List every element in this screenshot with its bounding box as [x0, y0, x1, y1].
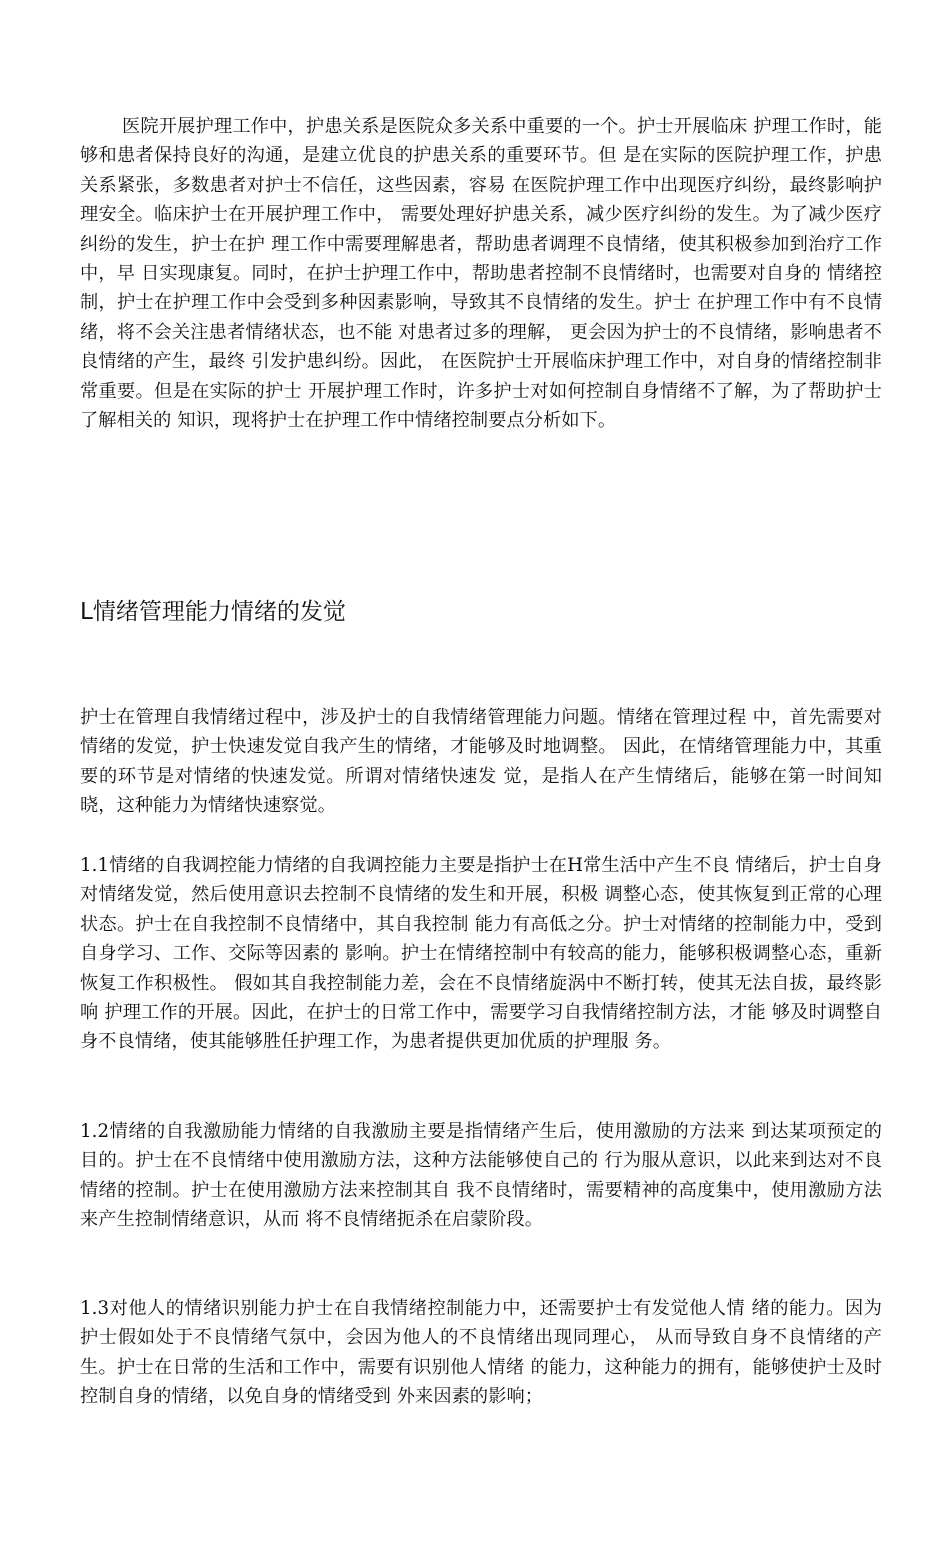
section-heading: L情绪管理能力情绪的发觉: [80, 599, 346, 625]
subsection-1-1-paragraph: 1.1情绪的自我调控能力情绪的自我调控能力主要是指护士在H常生活中产生不良 情绪后，护士自身对情绪发觉，然后使用意识去控制不良情绪的发生和开展，积极 调整心态，使其恢复到正常的心理状态。护士在自我控制不良情绪中，其自我控制 能力有高低之分。护士对情绪的控制能力中，受到自身学习、工作、交际等因素的 影响。护士在情绪控制中有较高的能力，能够积极调整心态，重新恢复工作积极性。 假如其自我控制能力差，会在不良情绪旋涡中不断打转，使其无法自拔，最终影响 护理工作的开展。因此，在护士的日常工作中，需要学习自我情绪控制方法，才能 够及时调整自身不良情绪，使其能够胜任护理工作，为患者提供更加优质的护理服 务。: [80, 855, 882, 1053]
subsection-1-3-paragraph: 1.3对他人的情绪识别能力护士在自我情绪控制能力中，还需要护士有发觉他人情 绪的能力。因为护士假如处于不良情绪气氛中，会因为他人的不良情绪出现同理心， 从而导致自身不良情绪的产生。护士在日常的生活和工作中，需要有识别他人情绪 的能力，这种能力的拥有，能够使护士及时控制自身的情绪，以免自身的情绪受到 外来因素的影响；: [80, 1298, 882, 1408]
subsection-1-2-paragraph: 1.2情绪的自我激励能力情绪的自我激励主要是指情绪产生后，使用激励的方法来 到达某项预定的目的。护士在不良情绪中使用激励方法，这种方法能够使自己的 行为服从意识，以此来到达对不良情绪的控制。护士在使用激励方法来控制其自 我不良情绪时，需要精神的高度集中，使用激励方法来产生控制情绪意识，从而 将不良情绪扼杀在启蒙阶段。: [80, 1121, 882, 1231]
section-intro-paragraph: 护士在管理自我情绪过程中，涉及护士的自我情绪管理能力问题。情绪在管理过程 中，首先需要对情绪的发觉，护士快速发觉自我产生的情绪，才能够及时地调整。 因此，在情绪管理能力中，其重要的环节是对情绪的快速发觉。所谓对情绪快速发 觉，是指人在产生情绪后，能够在第一时间知晓，这种能力为情绪快速察觉。: [80, 707, 882, 817]
intro-paragraph: 医院开展护理工作中，护患关系是医院众多关系中重要的一个。护士开展临床 护理工作时，能够和患者保持良好的沟通，是建立优良的护患关系的重要环节。但 是在实际的医院护理工作，护患关系紧张，多数患者对护士不信任，这些因素，容易 在医院护理工作中出现医疗纠纷，最终影响护理安全。临床护士在开展护理工作中， 需要处理好护患关系，减少医疗纠纷的发生。为了减少医疗纠纷的发生，护士在护 理工作中需要理解患者，帮助患者调理不良情绪，使其积极参加到治疗工作中，早 日实现康复。同时，在护士护理工作中，帮助患者控制不良情绪时，也需要对自身的 情绪控制，护士在护理工作中会受到多种因素影响，导致其不良情绪的发生。护士 在护理工作中有不良情绪，将不会关注患者情绪状态，也不能 对患者过多的理解， 更会因为护士的不良情绪，影响患者不良情绪的产生，最终 引发护患纠纷。因此， 在医院护士开展临床护理工作中，对自身的情绪控制非常重要。但是在实际的护士 开展护理工作时，许多护士对如何控制自身情绪不了解，为了帮助护士了解相关的 知识，现将护士在护理工作中情绪控制要点分析如下。: [80, 116, 882, 432]
